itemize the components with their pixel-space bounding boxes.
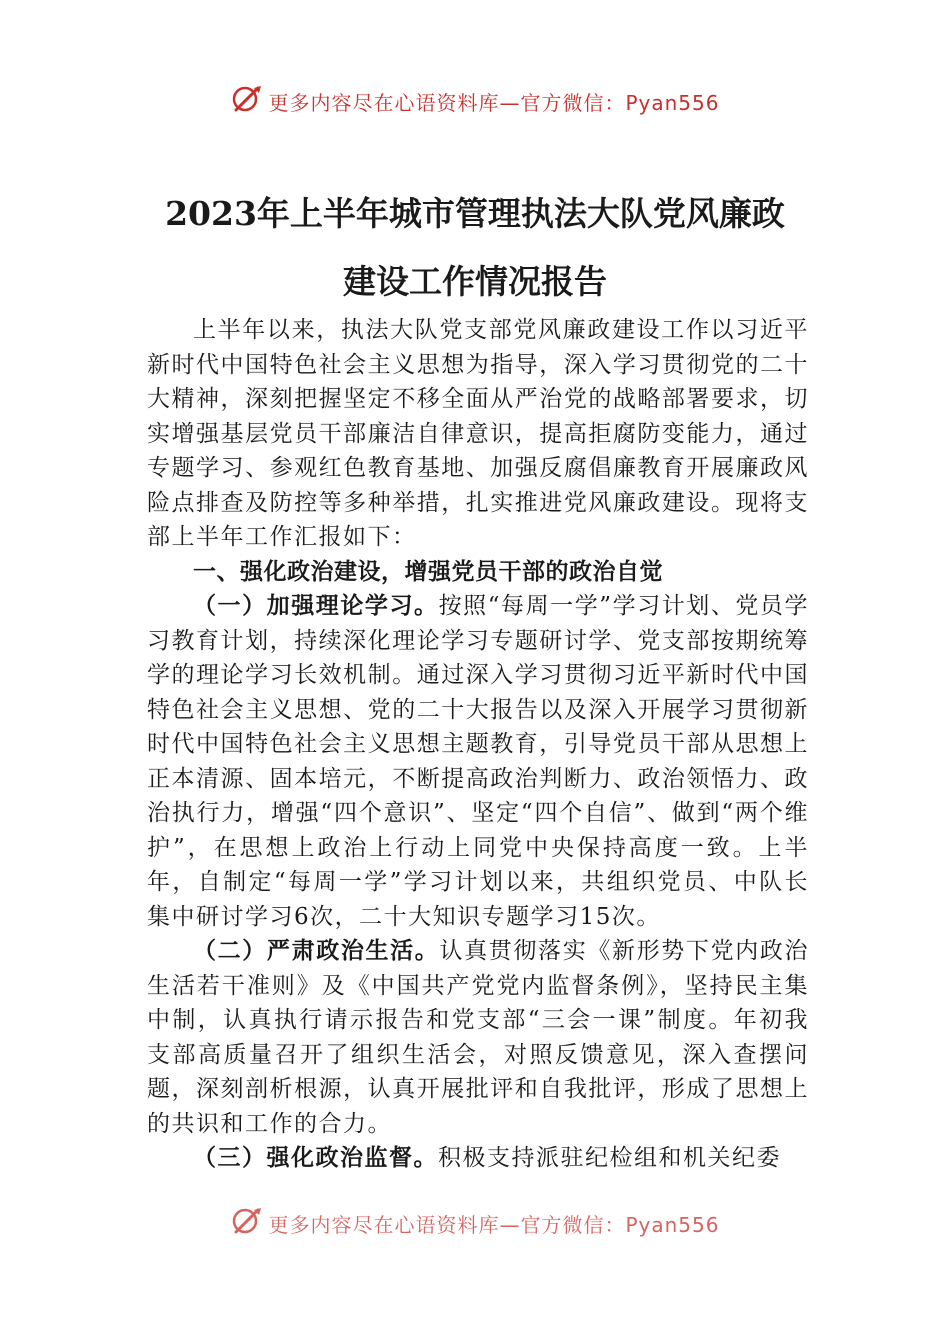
paragraph-3-lead: （三）强化政治监督。 xyxy=(193,1144,438,1171)
paragraph-1-lead: （一）加强理论学习。 xyxy=(193,592,439,619)
document-title-line1: 2023年上半年城市管理执法大队党风廉政 xyxy=(165,194,785,233)
section-heading: 一、强化政治建设，增强党员干部的政治自觉 xyxy=(193,558,663,585)
watermark-text: 更多内容尽在心语资料库—官方微信：Pyan556 xyxy=(268,91,720,115)
pen-logo-icon xyxy=(230,84,264,119)
document-body xyxy=(147,313,809,1176)
document-title-line2: 建设工作情况报告 xyxy=(343,262,607,301)
paragraph-1 xyxy=(147,589,809,934)
pen-logo-icon xyxy=(230,1206,264,1241)
paragraph-3-body: 积极支持派驻纪检组和机关纪委 xyxy=(438,1145,781,1171)
paragraph-3 xyxy=(147,1141,809,1176)
paragraph-1-body: 按照“每周一学”学习计划、党员学习教育计划，持续深化理论学习专题研讨学、党支部按期统筹学的理论学习长效机制。通过深入学习贯彻习近平新时代中国特色社会主义思想、党的二十大报告以及深入开展学习贯彻新时代中国特色社会主义思想主题教育，引导党员干部从思想上正本清源、固本培元，不断提高政治判断力、政治领悟力、政治执行力，增强“四个意识”、坚定“四个自信”、做到“两个维护”，在思想上政治上行动上同党中央保持高度一致。上半年，自制定“每周一学”学习计划以来，共组织党员、中队长集中研讨学习6次，二十大知识专题学习15次。 xyxy=(147,593,809,930)
watermark-text: 更多内容尽在心语资料库—官方微信：Pyan556 xyxy=(268,1213,720,1237)
watermark-header xyxy=(0,84,950,119)
watermark-footer xyxy=(0,1206,950,1241)
paragraph-2-body: 认真贯彻落实《新形势下党内政治生活若干准则》及《中国共产党党内监督条例》，坚持民主集中制，认真执行请示报告和党支部“三会一课”制度。年初我支部高质量召开了组织生活会，对照反馈意见，深入查摆问题，深刻剖析根源，认真开展批评和自我批评，形成了思想上的共识和工作的合力。 xyxy=(147,938,810,1137)
intro-paragraph: 上半年以来，执法大队党支部党风廉政建设工作以习近平新时代中国特色社会主义思想为指导，深入学习贯彻党的二十大精神，深刻把握坚定不移全面从严治党的战略部署要求，切实增强基层党员干部廉洁自律意识，提高拒腐防变能力，通过专题学习、参观红色教育基地、加强反腐倡廉教育开展廉政风险点排查及防控等多种举措，扎实推进党风廉政建设。现将支部上半年工作汇报如下： xyxy=(147,317,809,550)
paragraph-2-lead: （二）严肃政治生活。 xyxy=(193,937,440,964)
paragraph-2 xyxy=(147,934,809,1141)
